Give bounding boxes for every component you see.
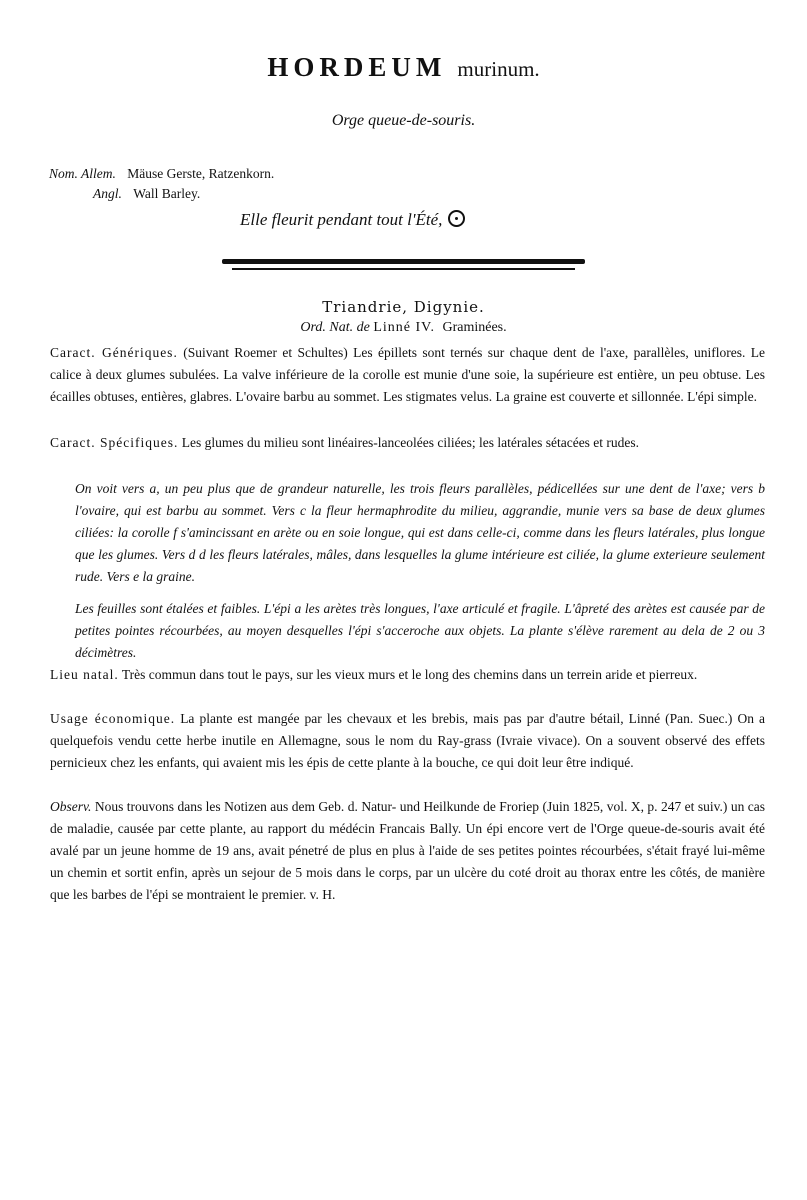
figure-description (75, 478, 765, 588)
order-family: Graminées. (442, 320, 507, 335)
leaves-description (75, 598, 765, 664)
flowering-text: Elle fleurit pendant tout l'Été, (240, 210, 443, 229)
economic-use (50, 708, 765, 774)
genus-name: HORDEUM (267, 52, 447, 82)
english-names (93, 186, 200, 202)
usage-heading: Usage économique. (50, 711, 176, 726)
generic-characters (50, 342, 765, 408)
species-title (0, 52, 807, 83)
habitat-text: Très commun dans tout le pays, sur les vieux murs et le long des chemins dans un terrein aride et pierreux. (121, 667, 698, 682)
natural-order (0, 320, 807, 336)
observ-text: Nous trouvons dans les Notizen aus dem Geb. d. Natur- und Heilkunde de Froriep (Juin 1825, vol. X, p. 247 et suiv.) un cas de maladie, causée par cette plante, au rapport du médécin Francais Bally. Un épi encore vert de l'Orge queue-de-souris avait été avalé par un jeune homme de 19 ans, avait pénetré de plus en plus à l'aide de ses petites pointes récourbées, s'était frayé lui-même un chemin et sortit enfin, après un sejour de 5 mois dans le corps, par un ulcère du coté droit au thorax entre les côtés, de manière que les barbes de l'épi se montraient le premier. v. H. (50, 799, 765, 902)
specific-characters (50, 432, 765, 454)
divider-thick (222, 259, 585, 264)
native-habitat (50, 664, 765, 686)
divider-thin (232, 268, 575, 270)
usage-text: La plante est mangée par les chevaux et les brebis, mais pas par d'autre bétail, Linné (Pan. Suec.) On a quelquefois vendu cette herbe inutile en Allemagne, sous le nom du Ray-grass (Ivraie vivace). On a souvent observé des effets pernicieux chez les enfants, qui avaient mis les épis de cette plante à la bouche, ce qui doit leur être indiqué. (50, 711, 766, 770)
observ-heading: Observ. (50, 799, 92, 814)
order-prefix: Ord. Nat. de (300, 320, 370, 335)
annual-symbol-icon (448, 210, 465, 227)
french-name: Orge queue-de-souris. (331, 112, 476, 129)
german-names (49, 166, 274, 182)
specific-text: Les glumes du milieu sont linéaires-lanceolées ciliées; les latérales sétacées et rudes. (181, 435, 640, 450)
german-label: Nom. Allem. (49, 166, 116, 181)
english-label: Angl. (93, 186, 122, 201)
figure-text: On voit vers a, un peu plus que de grandeur naturelle, les trois fleurs parallèles, pédicellées sur une dent de l'axe; vers b l'ovaire, qui est barbu au sommet. Vers c la fleur hermaphrodite du milieu, aggrandie, munie vers sa base de deux glumes ciliées: la corolle f s'amincissant en arète ou en soie longue, qui est dans celle-ci, comme dans les fleurs latérales, plus longue que les glumes. Vers d d les fleurs latérales, mâles, dans lesquelles la glume intérieure est ciliée, la glume exterieure seulement rude. Vers e la graine. (75, 481, 765, 584)
english-value: Wall Barley. (133, 186, 201, 201)
flowering-period (240, 210, 465, 230)
observation (50, 796, 765, 906)
species-name: murinum. (457, 57, 540, 81)
generic-heading: Caract. Génériques. (50, 345, 178, 360)
specific-heading: Caract. Spécifiques. (50, 435, 179, 450)
leaves-text: Les feuilles sont étalées et faibles. L'épi a les arètes très longues, l'axe articulé et fragile. L'âpreté des arètes est causée par de petites pointes récourbées, au moyen desquelles l'épi s'acceroche aux objets. La plante s'élève rarement au dela de 2 ou 3 décimètres. (75, 601, 765, 660)
habitat-heading: Lieu natal. (50, 667, 119, 682)
german-value: Mäuse Gerste, Ratzenkorn. (127, 166, 275, 181)
order-author: Linné IV. (373, 320, 435, 335)
classification: Triandrie, Digynie. (322, 298, 485, 316)
generic-text: (Suivant Roemer et Schultes) Les épillets sont ternés sur chaque dent de l'axe, parallèles, uniflores. Le calice à deux glumes subulées. La valve inférieure de la corolle est munie d'une soie, la supérieure est entière, un peu obtuse. Les écailles obtuses, entières, glabres. L'ovaire barbu au sommet. Les stigmates velus. La graine est couverte et sillonnée. L'épi simple. (50, 345, 766, 404)
